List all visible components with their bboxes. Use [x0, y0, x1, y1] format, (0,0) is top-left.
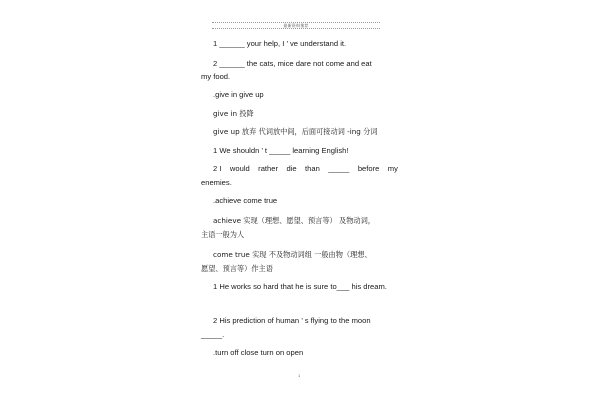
phrase-heading-achieve: .achieve come true: [213, 196, 278, 205]
exercise-line-4: [213, 164, 398, 174]
exercise-line-1: 1 ______ your help, I ’ ve understand it.: [213, 39, 347, 48]
exercise-line-5: 1 He works so hard that he is sure to___ his dream.: [213, 282, 387, 291]
header-rule-bottom: [212, 28, 380, 29]
phrase-heading-turn: .turn off close turn on open: [213, 348, 304, 357]
exercise-line-6-continued: _____.: [201, 330, 225, 339]
definition-come-true-continued: 愿望、预言等）作主语: [201, 264, 273, 273]
word: die: [286, 164, 297, 173]
definition-give-up: give up 放弃 代词放中间，后面可接动词 -ing 分词: [213, 127, 378, 136]
word: my: [387, 164, 398, 173]
word: rather: [258, 164, 279, 173]
exercise-line-4-continued: enemies.: [201, 178, 232, 187]
exercise-line-6: 2 His prediction of human ’ s flying to the moon: [213, 316, 371, 325]
word: before: [357, 164, 380, 173]
definition-achieve: achieve 实现（理想、愿望、预言等） 及物动词，: [213, 216, 375, 225]
exercise-line-3: 1 We shouldn ’ t _____ learning English!: [213, 146, 349, 155]
phrase-heading-give: .give in give up: [213, 90, 264, 99]
word: _____: [328, 164, 350, 173]
definition-give-in: give in 投降: [213, 109, 254, 118]
exercise-line-2: 2 ______ the cats, mice dare not come and eat: [213, 59, 372, 68]
definition-achieve-continued: 主语一般为人: [201, 230, 245, 239]
word: would: [229, 164, 250, 173]
page-number: 1: [298, 373, 301, 378]
exercise-line-2-continued: my food.: [201, 72, 231, 81]
word: than: [305, 164, 320, 173]
page-header: 最新资料推荐: [283, 23, 309, 28]
word: 2 I: [213, 164, 222, 173]
definition-come-true: come true 实现 不及物动词组 一般由物（理想、: [213, 250, 372, 259]
